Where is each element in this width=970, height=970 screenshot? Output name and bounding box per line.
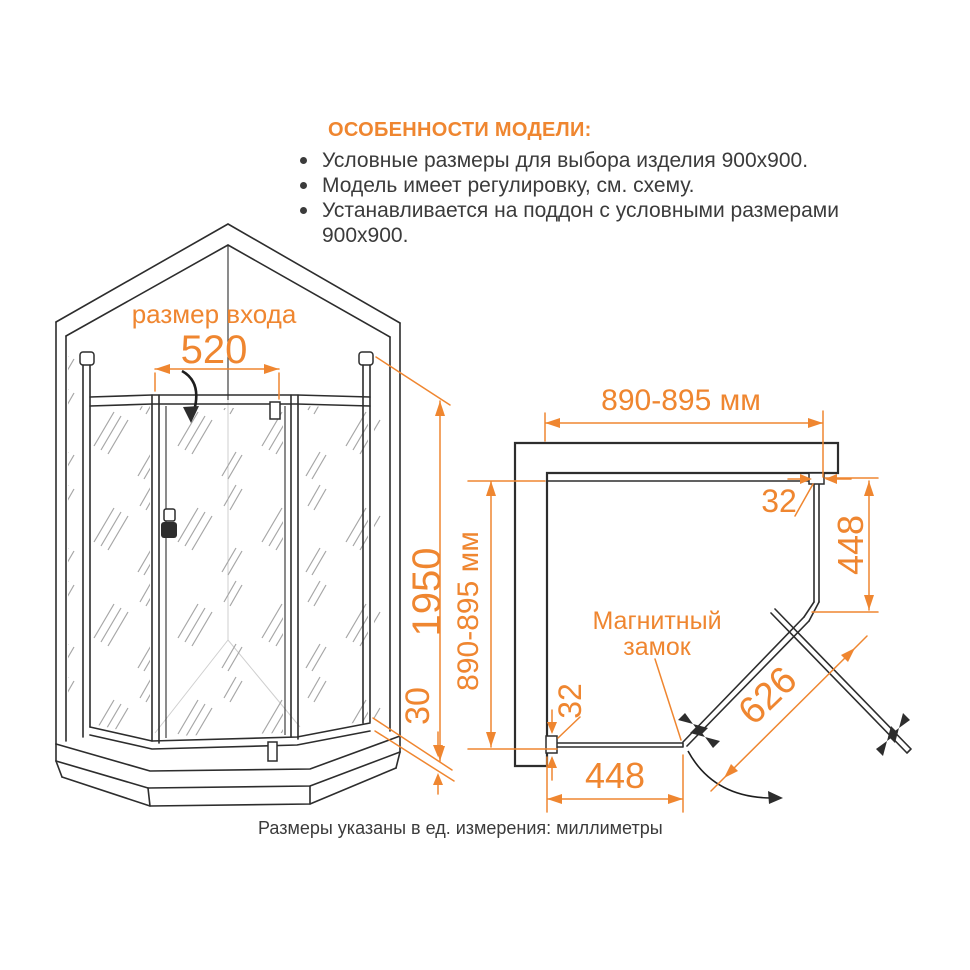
tray-adjust-dim: 30 bbox=[398, 687, 437, 725]
bottom-panel-dim: 448 bbox=[584, 755, 646, 796]
left-depth-dim: 890-895 мм bbox=[452, 531, 485, 691]
door-handle-icon bbox=[161, 509, 177, 538]
magnet-lock-label: Магнитный замок bbox=[592, 607, 722, 661]
profile-bottom-dim: 32 bbox=[551, 683, 588, 719]
entrance-width-dim: 520 bbox=[180, 327, 248, 372]
entrance-size-label: размер входа bbox=[131, 298, 297, 329]
profile-top-dim: 32 bbox=[761, 482, 797, 519]
page-title: ОСОБЕННОСТИ МОДЕЛИ: bbox=[328, 119, 592, 141]
feature-item: Модель имеет регулировку, см. схему. bbox=[296, 173, 871, 198]
door-width-dim: 626 bbox=[730, 658, 806, 733]
height-dim: 1950 bbox=[404, 547, 449, 637]
top-width-dim: 890-895 мм bbox=[601, 384, 761, 417]
units-note: Размеры указаны в ед. измерения: миллиметры bbox=[258, 818, 663, 838]
right-panel-dim: 448 bbox=[830, 514, 871, 576]
feature-item: Условные размеры для выбора изделия 900x900. bbox=[296, 148, 871, 173]
feature-list bbox=[296, 148, 871, 248]
feature-item: Устанавливается на поддон с условными размерами 900x900. bbox=[296, 198, 871, 248]
